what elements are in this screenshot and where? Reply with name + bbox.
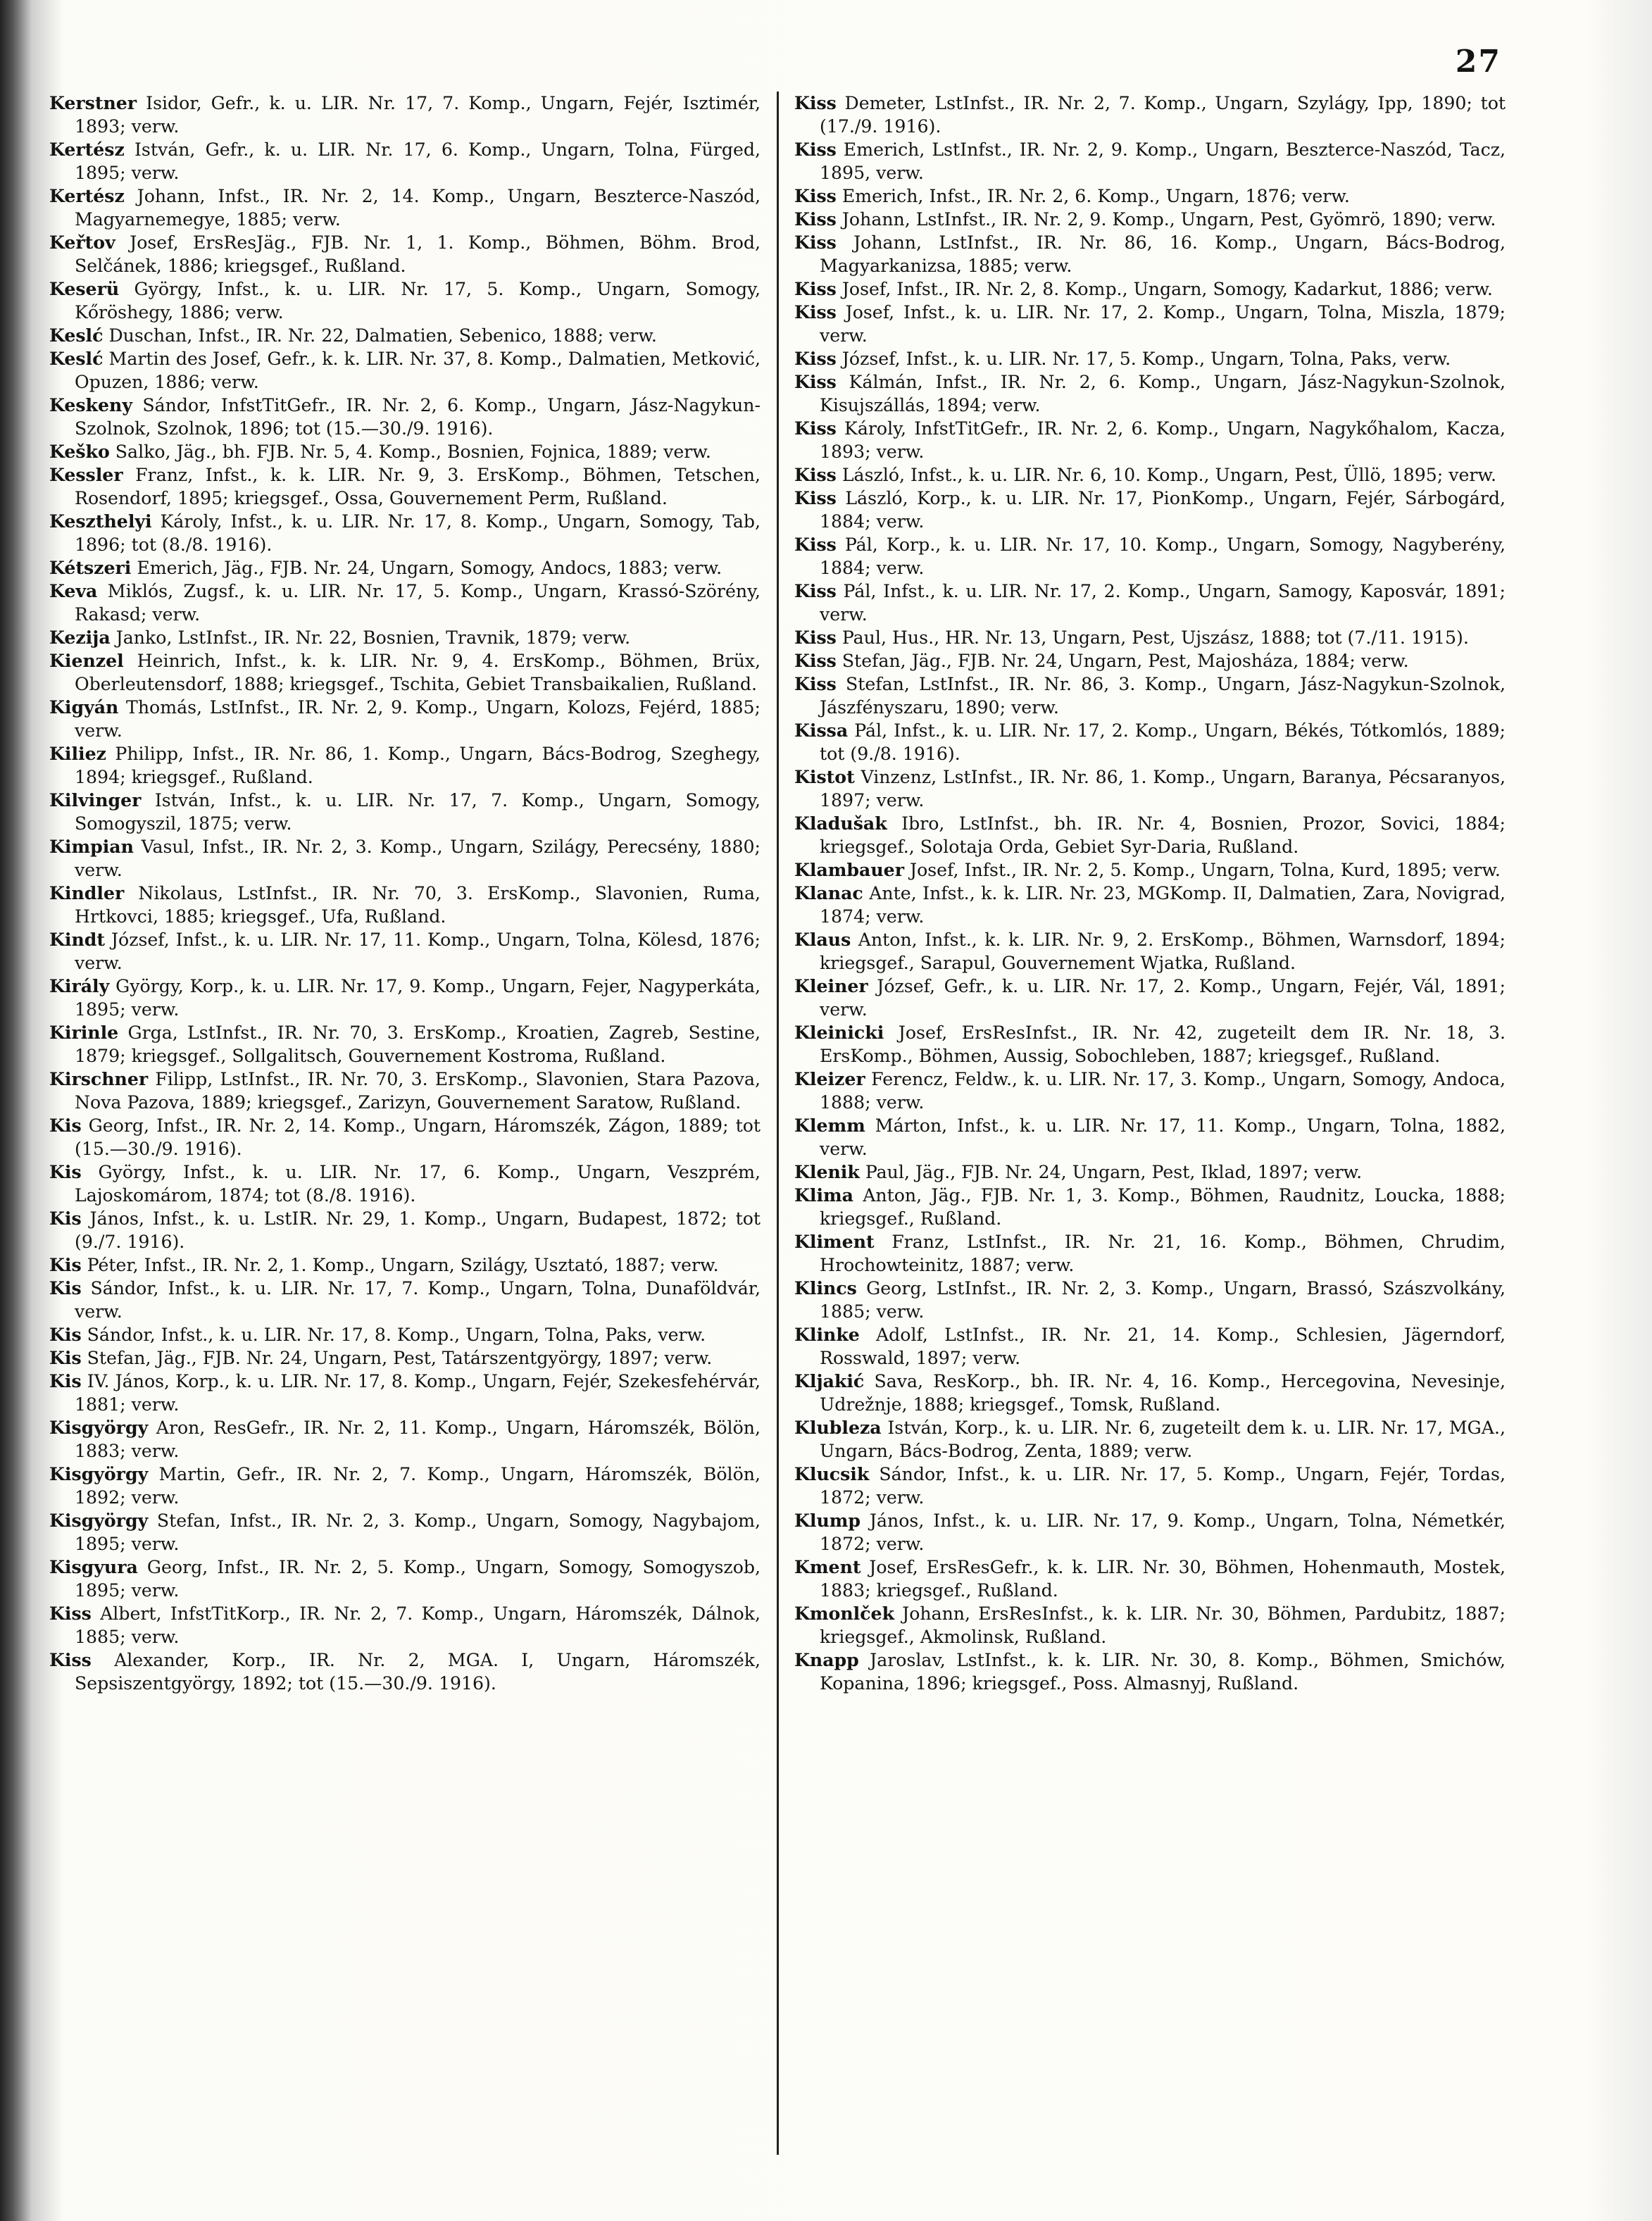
register-entry xyxy=(794,1021,1506,1068)
register-entry xyxy=(49,626,761,649)
entry-surname: Klenik xyxy=(794,1161,860,1182)
entry-surname: Kis xyxy=(49,1347,82,1368)
register-entry xyxy=(49,1114,761,1160)
register-entry xyxy=(49,1207,761,1253)
register-entry xyxy=(794,882,1506,928)
entry-details: Pál, Infst., k. u. LIR. Nr. 17, 2. Komp., Ungarn, Békés, Tótkomlós, 1889; tot (9./8. 1916). xyxy=(820,720,1506,764)
register-entry xyxy=(794,417,1506,463)
entry-details: Stefan, Jäg., FJB. Nr. 24, Ungarn, Pest, Tatárszentgyörgy, 1897; verw. xyxy=(81,1348,713,1368)
entry-surname: Kis xyxy=(49,1161,82,1182)
register-entry xyxy=(794,92,1506,138)
entry-surname: Kisgyörgy xyxy=(49,1417,149,1438)
entry-surname: Kis xyxy=(49,1254,82,1275)
register-entry xyxy=(794,1509,1506,1556)
entry-surname: Klinke xyxy=(794,1324,860,1345)
entry-surname: Keserü xyxy=(49,278,120,299)
entry-details: József, Gefr., k. u. LIR. Nr. 17, 2. Komp., Ungarn, Fejér, Vál, 1891; verw. xyxy=(820,976,1506,1020)
entry-details: Janko, LstInfst., IR. Nr. 22, Bosnien, Travnik, 1879; verw. xyxy=(110,627,631,648)
entry-details: Márton, Infst., k. u. LIR. Nr. 17, 11. Komp., Ungarn, Tolna, 1882, verw. xyxy=(820,1115,1506,1159)
entry-surname: Király xyxy=(49,975,110,996)
entry-surname: Kiss xyxy=(794,278,837,299)
entry-surname: Kiss xyxy=(794,627,837,648)
entry-surname: Kirinle xyxy=(49,1022,119,1043)
register-entry xyxy=(49,580,761,626)
register-entry xyxy=(49,277,761,324)
entry-details: Josef, Infst., IR. Nr. 2, 8. Komp., Ungarn, Somogy, Kadarkut, 1886; verw. xyxy=(836,279,1493,299)
register-entry xyxy=(794,719,1506,765)
entry-details: György, Infst., k. u. LIR. Nr. 17, 6. Komp., Ungarn, Veszprém, Lajoskomárom, 1874; tot (8./8. 1916). xyxy=(75,1162,761,1206)
register-entry xyxy=(794,231,1506,277)
register-entry xyxy=(794,1068,1506,1114)
entry-surname: Kezija xyxy=(49,627,111,648)
entry-surname: Klima xyxy=(794,1184,853,1206)
entry-details: Josef, ErsResInfst., IR. Nr. 42, zugeteilt dem IR. Nr. 18, 3. ErsKomp., Böhmen, Aussig, Sobochleben, 1887; kriegsgef., Rußland. xyxy=(820,1022,1506,1066)
entry-details: IV. János, Korp., k. u. LIR. Nr. 17, 8. Komp., Ungarn, Fejér, Szekesfehérvár, 1881; verw. xyxy=(75,1371,761,1415)
register-entry xyxy=(794,533,1506,580)
register-entry xyxy=(794,649,1506,672)
register-entry xyxy=(794,1648,1506,1695)
entry-surname: Kertész xyxy=(49,139,125,160)
register-entry xyxy=(49,789,761,835)
entry-surname: Kisgyura xyxy=(49,1556,138,1577)
entry-details: József, Infst., k. u. LIR. Nr. 17, 11. Komp., Ungarn, Tolna, Kölesd, 1876; verw. xyxy=(75,930,761,973)
register-entry xyxy=(794,858,1506,882)
entry-surname: Kisgyörgy xyxy=(49,1463,149,1484)
entry-surname: Kiss xyxy=(794,673,837,694)
entry-surname: Kienzel xyxy=(49,650,124,671)
entry-details: Martin, Gefr., IR. Nr. 2, 7. Komp., Ungarn, Háromszék, Bölön, 1892; verw. xyxy=(75,1464,761,1508)
entry-details: Josef, ErsResGefr., k. k. LIR. Nr. 30, Böhmen, Hohenmauth, Mostek, 1883; kriegsgef., Rußland. xyxy=(820,1557,1506,1601)
entry-details: László, Korp., k. u. LIR. Nr. 17, PionKomp., Ungarn, Fejér, Sárbogárd, 1884; verw. xyxy=(820,488,1506,532)
entry-details: Philipp, Infst., IR. Nr. 86, 1. Komp., Ungarn, Bács-Bodrog, Szeghegy, 1894; kriegsgef., Rußland. xyxy=(75,744,761,787)
entry-details: Anton, Infst., k. k. LIR. Nr. 9, 2. ErsKomp., Böhmen, Warnsdorf, 1894; kriegsgef., Sarapul, Gouvernement Wjatka, Rußland. xyxy=(820,930,1506,973)
entry-details: Vinzenz, LstInfst., IR. Nr. 86, 1. Komp., Ungarn, Baranya, Pécsaranyos, 1897; verw. xyxy=(820,767,1506,811)
register-entry xyxy=(49,975,761,1021)
entry-surname: Kleinicki xyxy=(794,1022,884,1043)
entry-surname: Klincs xyxy=(794,1277,857,1299)
register-entry xyxy=(49,394,761,440)
register-entry xyxy=(794,138,1506,184)
entry-details: Károly, Infst., k. u. LIR. Nr. 17, 8. Komp., Ungarn, Somogy, Tab, 1896; tot (8./8. 1916). xyxy=(75,511,761,555)
register-entry xyxy=(794,812,1506,858)
entry-details: Georg, LstInfst., IR. Nr. 2, 3. Komp., Ungarn, Brassó, Szászvolkány, 1885; verw. xyxy=(820,1278,1506,1322)
right-column xyxy=(794,92,1506,1695)
entry-details: Pál, Korp., k. u. LIR. Nr. 17, 10. Komp., Ungarn, Somogy, Nagyberény, 1884; verw. xyxy=(820,534,1506,578)
register-entry xyxy=(49,882,761,928)
entry-details: János, Infst., k. u. LstIR. Nr. 29, 1. Komp., Ungarn, Budapest, 1872; tot (9./7. 1916). xyxy=(75,1208,761,1252)
entry-surname: Kissa xyxy=(794,720,849,741)
entry-details: János, Infst., k. u. LIR. Nr. 17, 9. Komp., Ungarn, Tolna, Németkér, 1872; verw. xyxy=(820,1510,1506,1554)
register-entry xyxy=(794,1277,1506,1323)
entry-details: Duschan, Infst., IR. Nr. 22, Dalmatien, Sebenico, 1888; verw. xyxy=(103,325,657,346)
entry-details: Isidor, Gefr., k. u. LIR. Nr. 17, 7. Komp., Ungarn, Fejér, Isztimér, 1893; verw. xyxy=(75,93,761,137)
register-entry xyxy=(49,1323,761,1346)
register-entry xyxy=(794,487,1506,533)
register-entry xyxy=(794,580,1506,626)
entry-surname: Kiss xyxy=(794,650,837,671)
register-entry xyxy=(49,696,761,742)
entry-details: Adolf, LstInfst., IR. Nr. 21, 14. Komp., Schlesien, Jägerndorf, Rosswald, 1897; verw. xyxy=(820,1325,1506,1368)
entry-details: Heinrich, Infst., k. k. LIR. Nr. 9, 4. ErsKomp., Böhmen, Brüx, Oberleutensdorf, 1888; kriegsgef., Tschita, Gebiet Transbaikalien, Rußland. xyxy=(75,651,761,694)
register-entry xyxy=(794,1463,1506,1509)
register-entry xyxy=(49,1346,761,1370)
entry-surname: Kilvinger xyxy=(49,789,142,811)
register-entry xyxy=(49,1160,761,1207)
entry-surname: Kljakić xyxy=(794,1370,865,1391)
register-entry xyxy=(49,138,761,184)
entry-surname: Kis xyxy=(49,1277,82,1299)
register-entry xyxy=(794,184,1506,208)
entry-details: Miklós, Zugsf., k. u. LIR. Nr. 17, 5. Komp., Ungarn, Krassó-Szörény, Rakasd; verw. xyxy=(75,581,761,625)
register-entry xyxy=(49,510,761,556)
entry-surname: Kiss xyxy=(794,232,837,253)
register-entry xyxy=(794,1230,1506,1277)
left-column xyxy=(49,92,761,1695)
entry-details: Sándor, Infst., k. u. LIR. Nr. 17, 5. Komp., Ungarn, Fejér, Tordas, 1872; verw. xyxy=(820,1464,1506,1508)
entry-surname: Kleiner xyxy=(794,975,868,996)
entry-details: Grga, LstInfst., IR. Nr. 70, 3. ErsKomp., Kroatien, Zagreb, Sestine, 1879; kriegsgef., Sollgalitsch, Gouvernement Kostroma, Rußland. xyxy=(75,1022,761,1066)
register-entry xyxy=(49,1370,761,1416)
register-entry xyxy=(794,765,1506,812)
register-entry xyxy=(49,1648,761,1695)
entry-surname: Klanac xyxy=(794,882,863,903)
entry-details: Johann, LstInfst., IR. Nr. 2, 9. Komp., Ungarn, Pest, Gyömrö, 1890; verw. xyxy=(836,209,1496,230)
register-entry xyxy=(49,324,761,347)
entry-details: Anton, Jäg., FJB. Nr. 1, 3. Komp., Böhmen, Raudnitz, Loucka, 1888; kriegsgef., Rußland. xyxy=(820,1185,1506,1229)
register-entry xyxy=(49,1021,761,1068)
entry-details: István, Gefr., k. u. LIR. Nr. 17, 6. Komp., Ungarn, Tolna, Fürged, 1895; verw. xyxy=(75,139,761,183)
entry-surname: Klaus xyxy=(794,929,851,950)
entry-surname: Kétszeri xyxy=(49,557,132,578)
entry-surname: Kis xyxy=(49,1324,82,1345)
register-entry xyxy=(49,1602,761,1648)
entry-surname: Klemm xyxy=(794,1115,865,1136)
entry-details: Georg, Infst., IR. Nr. 2, 14. Komp., Ungarn, Háromszék, Zágon, 1889; tot (15.—30./9. 1916). xyxy=(75,1115,761,1159)
entry-surname: Kirschner xyxy=(49,1068,149,1089)
entry-details: Emerich, LstInfst., IR. Nr. 2, 9. Komp., Ungarn, Beszterce-Naszód, Tacz, 1895, verw. xyxy=(820,139,1506,183)
register-entry xyxy=(794,463,1506,487)
entry-details: Nikolaus, LstInfst., IR. Nr. 70, 3. ErsKomp., Slavonien, Ruma, Hrtkovci, 1885; kriegsgef., Ufa, Rußland. xyxy=(75,883,761,927)
register-entry xyxy=(49,1509,761,1556)
entry-surname: Keřtov xyxy=(49,232,115,253)
entry-details: Martin des Josef, Gefr., k. k. LIR. Nr. 37, 8. Komp., Dalmatien, Metković, Opuzen, 1886; verw. xyxy=(75,349,761,392)
entry-surname: Knapp xyxy=(794,1649,859,1670)
register-entry xyxy=(794,370,1506,417)
entry-surname: Kiliez xyxy=(49,743,106,764)
register-entry xyxy=(794,1416,1506,1463)
register-entry xyxy=(49,347,761,394)
entry-surname: Kment xyxy=(794,1556,861,1577)
entry-surname: Kertész xyxy=(49,185,125,206)
entry-surname: Kiss xyxy=(794,487,837,508)
register-entry xyxy=(794,1370,1506,1416)
entry-details: Sándor, InfstTitGefr., IR. Nr. 2, 6. Komp., Ungarn, Jász-Nagykun-Szolnok, Szolnok, 1896; tot (15.—30./9. 1916). xyxy=(75,395,761,439)
entry-details: Josef, Infst., IR. Nr. 2, 5. Komp., Ungarn, Tolna, Kurd, 1895; verw. xyxy=(903,860,1501,880)
entry-details: György, Infst., k. u. LIR. Nr. 17, 5. Komp., Ungarn, Somogy, Kőröshegy, 1886; verw. xyxy=(75,279,761,323)
entry-details: István, Korp., k. u. LIR. Nr. 6, zugeteilt dem k. u. LIR. Nr. 17, MGA., Ungarn, Bács-Bodrog, Zenta, 1889; verw. xyxy=(820,1418,1506,1461)
entry-surname: Kiss xyxy=(794,371,837,392)
entry-surname: Kimpian xyxy=(49,836,134,857)
entry-surname: Kigyán xyxy=(49,696,119,718)
entry-details: Stefan, LstInfst., IR. Nr. 86, 3. Komp., Ungarn, Jász-Nagykun-Szolnok, Jászfényszaru, 1890; verw. xyxy=(820,674,1506,718)
entry-surname: Kisgyörgy xyxy=(49,1510,149,1531)
register-entry xyxy=(49,1277,761,1323)
entry-surname: Keslć xyxy=(49,325,104,346)
entry-details: Franz, Infst., k. k. LIR. Nr. 9, 3. ErsKomp., Böhmen, Tetschen, Rosendorf, 1895; kriegsgef., Ossa, Gouvernement Perm, Rußland. xyxy=(75,465,761,508)
entry-surname: Kindt xyxy=(49,929,106,950)
entry-details: Károly, InfstTitGefr., IR. Nr. 2, 6. Komp., Ungarn, Nagykőhalom, Kacza, 1893; verw. xyxy=(820,418,1506,462)
register-entry xyxy=(794,1602,1506,1648)
entry-surname: Kiss xyxy=(794,301,837,323)
entry-details: Johann, LstInfst., IR. Nr. 86, 16. Komp., Ungarn, Bács-Bodrog, Magyarkanizsa, 1885; verw. xyxy=(820,232,1506,276)
page-number: 27 xyxy=(1455,44,1501,80)
entry-surname: Kladušak xyxy=(794,813,887,834)
entry-surname: Kiss xyxy=(794,139,837,160)
entry-details: Salko, Jäg., bh. FJB. Nr. 5, 4. Komp., Bosnien, Fojnica, 1889; verw. xyxy=(109,442,711,462)
entry-details: Jaroslav, LstInfst., k. k. LIR. Nr. 30, 8. Komp., Böhmen, Smichów, Kopanina, 1896; kriegsgef., Poss. Almasnyj, Rußland. xyxy=(820,1650,1506,1694)
register-entry xyxy=(794,928,1506,975)
entry-details: Emerich, Infst., IR. Nr. 2, 6. Komp., Ungarn, 1876; verw. xyxy=(836,186,1350,206)
entry-surname: Kliment xyxy=(794,1231,875,1252)
entry-details: György, Korp., k. u. LIR. Nr. 17, 9. Komp., Ungarn, Fejer, Nagyperkáta, 1895; verw. xyxy=(75,976,761,1020)
entry-surname: Kiss xyxy=(49,1649,92,1670)
entry-details: Sava, ResKorp., bh. IR. Nr. 4, 16. Komp., Hercegovina, Nevesinje, Udrežnje, 1888; kriegsgef., Tomsk, Rußland. xyxy=(820,1371,1506,1415)
register-entry xyxy=(794,672,1506,719)
register-entry xyxy=(794,1323,1506,1370)
entry-surname: Kmonlček xyxy=(794,1603,895,1624)
register-entry xyxy=(49,556,761,580)
entry-surname: Kiss xyxy=(794,418,837,439)
entry-surname: Keslć xyxy=(49,348,104,369)
entry-surname: Kiss xyxy=(794,208,837,230)
entry-surname: Kiss xyxy=(794,185,837,206)
entry-details: Sándor, Infst., k. u. LIR. Nr. 17, 7. Komp., Ungarn, Tolna, Dunaföldvár, verw. xyxy=(75,1278,761,1322)
register-entry xyxy=(794,1160,1506,1184)
entry-surname: Kiss xyxy=(794,534,837,555)
register-entry xyxy=(794,301,1506,347)
entry-surname: Kis xyxy=(49,1370,82,1391)
entry-details: István, Infst., k. u. LIR. Nr. 17, 7. Komp., Ungarn, Somogy, Somogyszil, 1875; verw. xyxy=(75,790,761,834)
entry-surname: Keško xyxy=(49,441,110,462)
entry-details: Pál, Infst., k. u. LIR. Nr. 17, 2. Komp., Ungarn, Samogy, Kaposvár, 1891; verw. xyxy=(820,581,1506,625)
entry-surname: Kiss xyxy=(49,1603,92,1624)
entry-details: Sándor, Infst., k. u. LIR. Nr. 17, 8. Komp., Ungarn, Tolna, Paks, verw. xyxy=(81,1325,706,1345)
entry-details: József, Infst., k. u. LIR. Nr. 17, 5. Komp., Ungarn, Tolna, Paks, verw. xyxy=(836,349,1451,369)
entry-details: Kálmán, Infst., IR. Nr. 2, 6. Komp., Ungarn, Jász-Nagykun-Szolnok, Kisujszállás, 1894; verw. xyxy=(820,372,1506,415)
register-entry xyxy=(794,1184,1506,1230)
entry-surname: Kessler xyxy=(49,464,123,485)
register-entry xyxy=(49,231,761,277)
register-entry xyxy=(49,1416,761,1463)
entry-details: Josef, ErsResJäg., FJB. Nr. 1, 1. Komp., Böhmen, Böhm. Brod, Selčánek, 1886; kriegsgef., Rußland. xyxy=(75,232,761,276)
entry-details: Ferencz, Feldw., k. u. LIR. Nr. 17, 3. Komp., Ungarn, Somogy, Andoca, 1888; verw. xyxy=(820,1069,1506,1113)
entry-details: Thomás, LstInfst., IR. Nr. 2, 9. Komp., Ungarn, Kolozs, Fejérd, 1885; verw. xyxy=(75,697,761,741)
entry-details: Vasul, Infst., IR. Nr. 2, 3. Komp., Ungarn, Szilágy, Perecsény, 1880; verw. xyxy=(75,837,761,880)
entry-surname: Keszthelyi xyxy=(49,511,152,532)
entry-surname: Kiss xyxy=(794,92,837,113)
entry-details: Paul, Hus., HR. Nr. 13, Ungarn, Pest, Ujszász, 1888; tot (7./11. 1915). xyxy=(836,627,1469,648)
register-entry xyxy=(49,835,761,882)
entry-details: Filipp, LstInfst., IR. Nr. 70, 3. ErsKomp., Slavonien, Stara Pazova, Nova Pazova, 1889; kriegsgef., Zarizyn, Gouvernement Saratow, Rußland. xyxy=(75,1069,761,1113)
register-entry xyxy=(794,626,1506,649)
entry-surname: Kiss xyxy=(794,348,837,369)
register-entry xyxy=(794,975,1506,1021)
entry-surname: Kindler xyxy=(49,882,125,903)
entry-surname: Keskeny xyxy=(49,394,132,415)
register-entry xyxy=(794,208,1506,231)
register-entry xyxy=(49,440,761,463)
entry-details: Stefan, Jäg., FJB. Nr. 24, Ungarn, Pest, Majosháza, 1884; verw. xyxy=(836,651,1409,671)
register-entry xyxy=(49,1556,761,1602)
register-entry xyxy=(49,742,761,789)
entry-details: Josef, Infst., k. u. LIR. Nr. 17, 2. Komp., Ungarn, Tolna, Miszla, 1879; verw. xyxy=(820,302,1506,346)
column-divider xyxy=(777,92,779,2155)
entry-details: Alexander, Korp., IR. Nr. 2, MGA. I, Ungarn, Háromszék, Sepsiszentgyörgy, 1892; tot (15.—30./9. 1916). xyxy=(75,1650,761,1694)
register-entry xyxy=(794,1114,1506,1160)
entry-surname: Kis xyxy=(49,1208,82,1229)
entry-details: Franz, LstInfst., IR. Nr. 21, 16. Komp., Böhmen, Chrudim, Hrochowteinitz, 1887; verw. xyxy=(820,1232,1506,1275)
entry-details: Péter, Infst., IR. Nr. 2, 1. Komp., Ungarn, Szilágy, Usztató, 1887; verw. xyxy=(81,1255,719,1275)
entry-details: Demeter, LstInfst., IR. Nr. 2, 7. Komp., Ungarn, Szylágy, Ipp, 1890; tot (17./9. 1916). xyxy=(820,93,1506,137)
entry-surname: Kleizer xyxy=(794,1068,865,1089)
entry-details: Georg, Infst., IR. Nr. 2, 5. Komp., Ungarn, Somogy, Somogyszob, 1895; verw. xyxy=(75,1557,761,1601)
register-entry xyxy=(49,1253,761,1277)
register-entry xyxy=(49,1463,761,1509)
register-entry xyxy=(49,92,761,138)
entry-details: Paul, Jäg., FJB. Nr. 24, Ungarn, Pest, Iklad, 1897; verw. xyxy=(859,1162,1363,1182)
entry-surname: Kiss xyxy=(794,464,837,485)
entry-surname: Klubleza xyxy=(794,1417,882,1438)
entry-details: Stefan, Infst., IR. Nr. 2, 3. Komp., Ungarn, Somogy, Nagybajom, 1895; verw. xyxy=(75,1510,761,1554)
register-entry xyxy=(794,347,1506,370)
register-entry xyxy=(794,277,1506,301)
entry-surname: Klump xyxy=(794,1510,861,1531)
entry-surname: Klambauer xyxy=(794,859,904,880)
entry-details: Emerich, Jäg., FJB. Nr. 24, Ungarn, Somogy, Andocs, 1883; verw. xyxy=(131,558,722,578)
entry-details: Aron, ResGefr., IR. Nr. 2, 11. Komp., Ungarn, Háromszék, Bölön, 1883; verw. xyxy=(75,1418,761,1461)
register-entry xyxy=(49,184,761,231)
entry-surname: Kistot xyxy=(794,766,855,787)
entry-details: Ibro, LstInfst., bh. IR. Nr. 4, Bosnien, Prozor, Sovici, 1884; kriegsgef., Solotaja Orda, Gebiet Syr-Daria, Rußland. xyxy=(820,813,1506,857)
register-entry xyxy=(49,1068,761,1114)
entry-surname: Klucsik xyxy=(794,1463,870,1484)
entry-surname: Kiss xyxy=(794,580,837,601)
entry-surname: Keva xyxy=(49,580,98,601)
entry-details: László, Infst., k. u. LIR. Nr. 6, 10. Komp., Ungarn, Pest, Üllö, 1895; verw. xyxy=(836,465,1496,485)
entry-details: Johann, Infst., IR. Nr. 2, 14. Komp., Ungarn, Beszterce-Naszód, Magyarnemegye, 1885; verw. xyxy=(75,186,761,230)
entry-details: Albert, InfstTitKorp., IR. Nr. 2, 7. Komp., Ungarn, Háromszék, Dálnok, 1885; verw. xyxy=(75,1603,761,1647)
entry-details: Johann, ErsResInfst., k. k. LIR. Nr. 30, Böhmen, Pardubitz, 1887; kriegsgef., Akmolinsk, Rußland. xyxy=(820,1603,1506,1647)
register-entry xyxy=(49,928,761,975)
register-entry xyxy=(794,1556,1506,1602)
register-entry xyxy=(49,463,761,510)
register-entry xyxy=(49,649,761,696)
entry-details: Ante, Infst., k. k. LIR. Nr. 23, MGKomp. II, Dalmatien, Zara, Novigrad, 1874; verw. xyxy=(820,883,1506,927)
entry-surname: Kis xyxy=(49,1115,82,1136)
entry-surname: Kerstner xyxy=(49,92,137,113)
